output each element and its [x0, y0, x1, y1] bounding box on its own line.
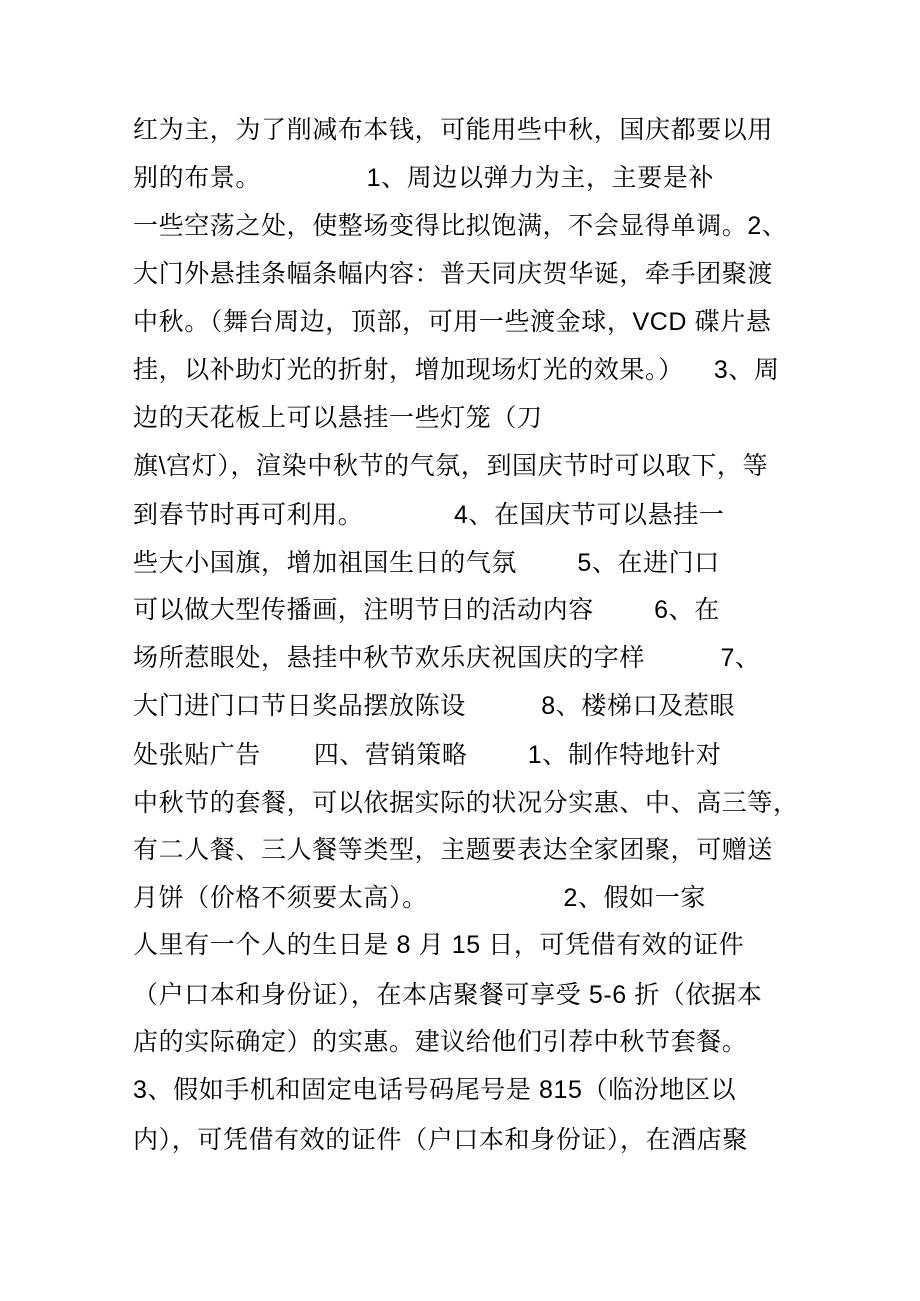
text-line: 中秋。（舞台周边，顶部，可用一些渡金球，VCD 碟片悬 — [133, 308, 772, 336]
text-line: 中秋节的套餐，可以依据实际的状况分实惠、中、高三等， — [133, 789, 799, 817]
text-line: 3、假如手机和固定电话号码尾号是 815（临汾地区以 — [133, 1076, 737, 1104]
text-line: 场所惹眼处，悬挂中秋节欢乐庆祝国庆的字样 7、 — [133, 644, 761, 672]
text-line: 别的布景。 1、周边以弹力为主，主要是补 — [133, 164, 714, 192]
text-line: 内），可凭借有效的证件（户口本和身份证），在酒店聚 — [133, 1126, 749, 1154]
text-line: 可以做大型传播画，注明节日的活动内容 6、在 — [133, 596, 720, 624]
text-line: 大门外悬挂条幅条幅内容：普天同庆贺华诞，牵手团聚渡 — [133, 260, 774, 288]
text-line: 大门进门口节日奖品摆放陈设 8、楼梯口及惹眼 — [133, 692, 735, 720]
text-line: 旗\宫灯），渲染中秋节的气氛，到国庆节时可以取下，等 — [133, 452, 769, 480]
text-line: 人里有一个人的生日是 8 月 15 日，可凭借有效的证件 — [133, 931, 745, 959]
text-line: 挂，以补助灯光的折射，增加现场灯光的效果。） 3、周 — [133, 356, 780, 384]
text-line: 有二人餐、三人餐等类型，主题要表达全家团聚，可赠送 — [133, 836, 774, 864]
text-line: 月饼（价格不须要太高）。 2、假如一家 — [133, 884, 707, 912]
text-line: 些大小国旗，增加祖国生日的气氛 5、在进门口 — [133, 549, 720, 577]
text-line: 边的天花板上可以悬挂一些灯笼（刀 — [133, 404, 543, 432]
text-line: 处张贴广告 四、营销策略 1、制作特地针对 — [133, 741, 722, 769]
text-line: 店的实际确定）的实惠。建议给他们引荐中秋节套餐。 — [133, 1028, 748, 1056]
text-line: （户口本和身份证），在本店聚餐可享受 5-6 折（依据本 — [133, 981, 763, 1009]
text-line: 到春节时再可利用。 4、在国庆节可以悬挂一 — [133, 501, 725, 529]
text-line: 一些空荡之处，使整场变得比拟饱满，不会显得单调。2、 — [133, 212, 788, 240]
text-line: 红为主，为了削减布本钱，可能用些中秋，国庆都要以用 — [133, 116, 774, 144]
